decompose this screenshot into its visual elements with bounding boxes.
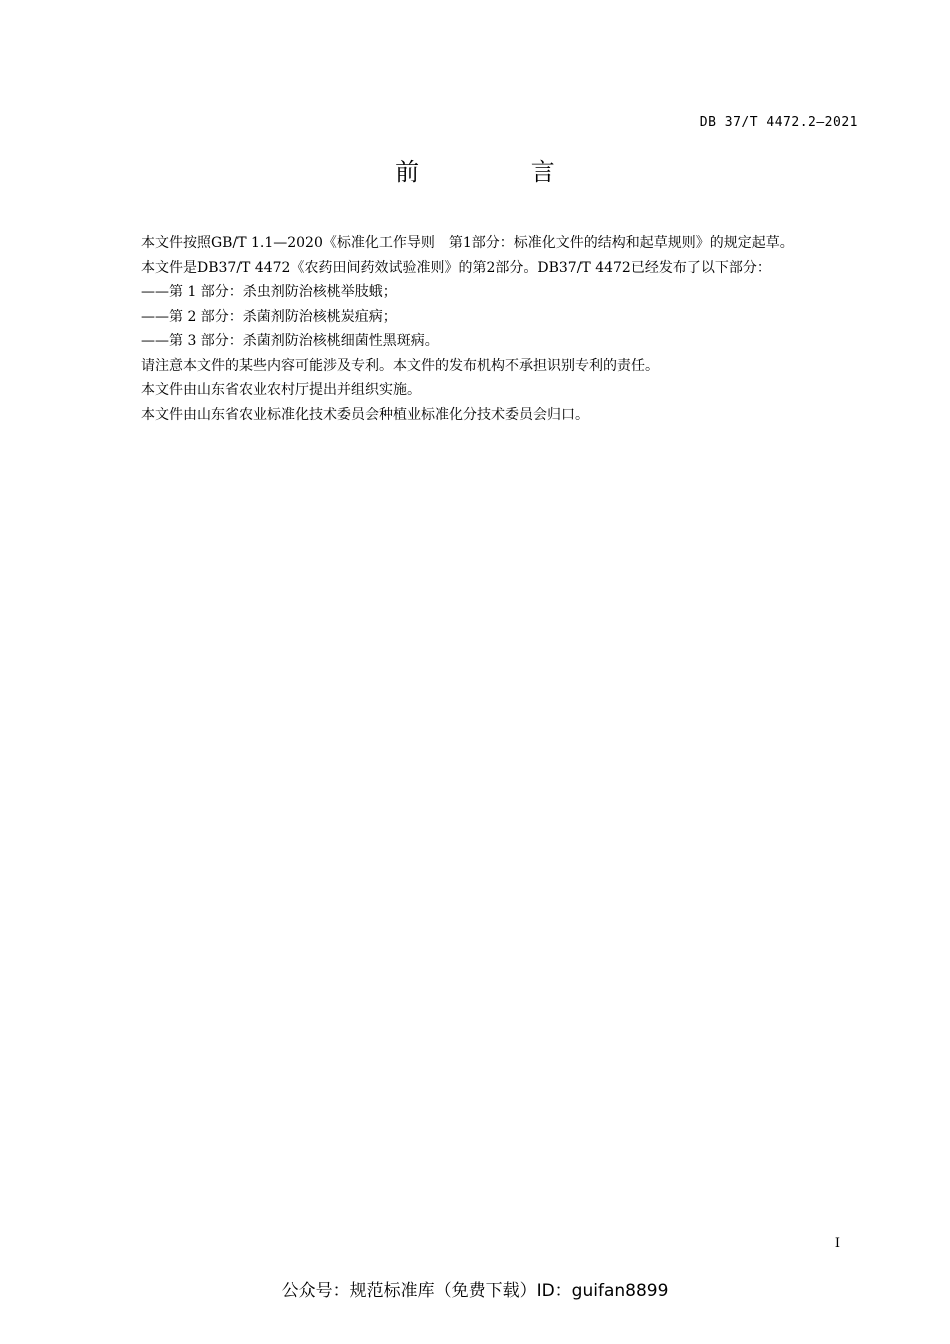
list-item-part-3: ——第 3 部分：杀菌剂防治核桃细菌性黑斑病。: [141, 333, 439, 349]
list-item-part-1: ——第 1 部分：杀虫剂防治核桃举肢蛾；: [141, 284, 397, 300]
footer-watermark: 公众号：规范标准库（免费下载）ID：guifan8899: [281, 1281, 669, 1301]
paragraph-patent-notice: 请注意本文件的某些内容可能涉及专利。本文件的发布机构不承担识别专利的责任。: [141, 357, 659, 374]
paragraph-series-info: 本文件是DB37/T 4472《农药田间药效试验准则》的第2部分。DB37/T 4472已经发布了以下部分：: [141, 259, 771, 276]
paragraph-committee: 本文件由山东省农业标准化技术委员会种植业标准化分技术委员会归口。: [141, 406, 589, 423]
page-title: 前 言: [395, 158, 607, 186]
page-number: I: [834, 1236, 840, 1251]
document-code: DB 37/T 4472.2—2021: [699, 115, 858, 130]
paragraph-proposer: 本文件由山东省农业农村厅提出并组织实施。: [141, 382, 421, 398]
body-text: [113, 231, 859, 427]
list-item-part-2: ——第 2 部分：杀菌剂防治核桃炭疽病；: [141, 308, 397, 325]
paragraph-drafting-rules: 本文件按照GB/T 1.1—2020《标准化工作导则 第1部分：标准化文件的结构和起草规则》的规定起草。: [141, 235, 794, 251]
